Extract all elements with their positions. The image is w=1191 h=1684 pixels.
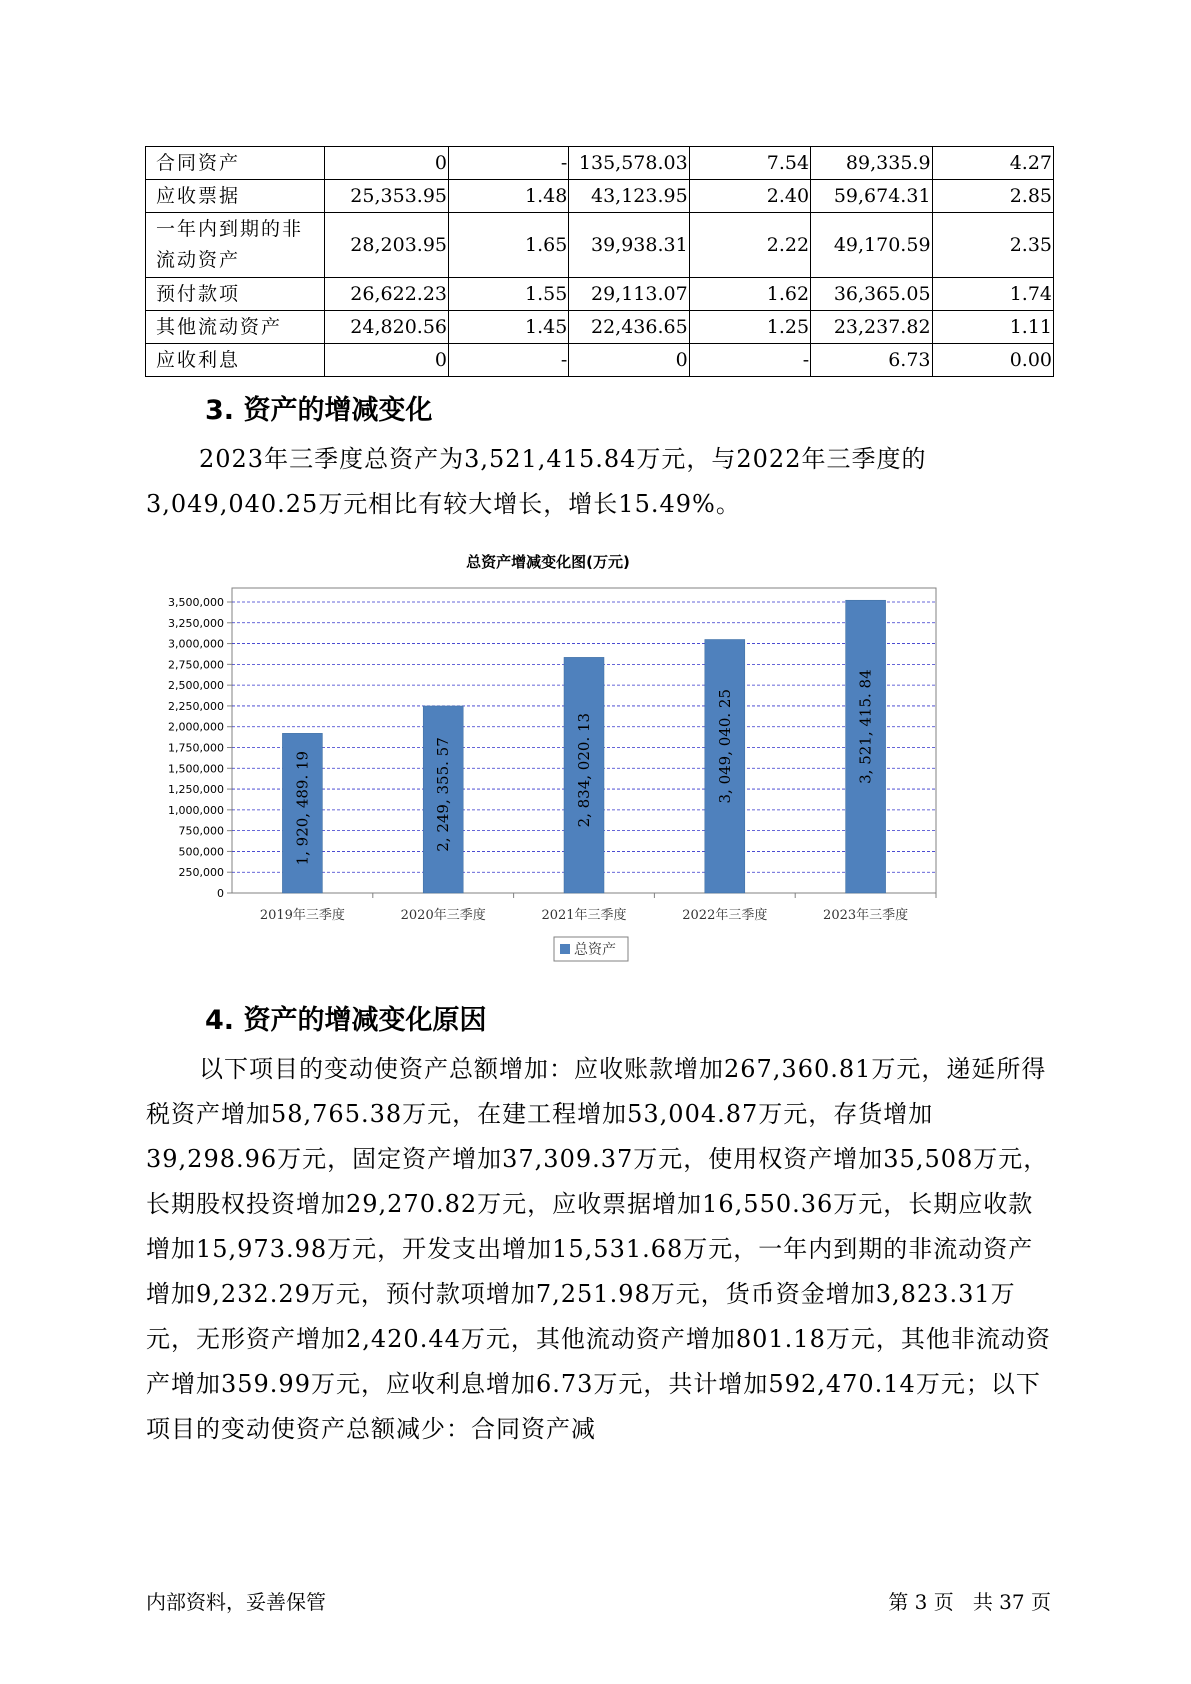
x-tick-label: 2021年三季度 [541, 908, 627, 923]
row-label: 合同资产 [146, 147, 325, 180]
row-value: - [449, 147, 569, 180]
y-tick-label: 3,000,000 [168, 637, 224, 651]
y-tick-label: 1,250,000 [168, 783, 224, 797]
row-value: 7.54 [689, 147, 810, 180]
row-value: 1.62 [689, 278, 810, 311]
bar-data-label: 2, 249, 355. 57 [434, 737, 453, 852]
row-value: 2.35 [932, 213, 1053, 278]
y-tick-label: 1,500,000 [168, 762, 224, 776]
y-tick-label: 3,250,000 [168, 616, 224, 630]
bar-data-label: 3, 521, 415. 84 [856, 669, 875, 784]
row-value: 6.73 [811, 344, 932, 377]
row-value: 0 [325, 344, 449, 377]
legend-swatch [560, 944, 570, 954]
y-tick-label: 1,000,000 [168, 803, 224, 817]
row-value: 2.22 [689, 213, 810, 278]
total-assets-chart [140, 553, 960, 980]
footer-confidential: 内部资料，妥善保管 [146, 1590, 326, 1614]
row-value: 0 [325, 147, 449, 180]
row-value: 49,170.59 [811, 213, 932, 278]
bar-data-label: 1, 920, 489. 19 [293, 750, 312, 866]
row-value: 2.85 [932, 180, 1053, 213]
bar-data-label: 3, 049, 040. 25 [715, 688, 734, 804]
row-value: 28,203.95 [325, 213, 449, 278]
row-value: 39,938.31 [569, 213, 689, 278]
row-value: 4.27 [932, 147, 1053, 180]
table-row [146, 311, 1054, 344]
row-value: 43,123.95 [569, 180, 689, 213]
section-3-paragraph: 2023年三季度总资产为3,521,415.84万元，与2022年三季度的3,049,040.25万元相比有较大增长，增长15.49%。 [146, 445, 927, 518]
row-value: 1.11 [932, 311, 1053, 344]
section-4-paragraph: 以下项目的变动使资产总额增加：应收账款增加267,360.81万元，递延所得税资产增加58,765.38万元，在建工程增加53,004.87万元，存货增加39,298.96万元，固定资产增加37,309.37万元，使用权资产增加35,508万元，长期股权投资增加29,270.82万元，应收票据增加16,550.36万元，长期应收款增加15,973.98万元，开发支出增加15,531.68万元，一年内到期的非流动资产增加9,232.29万元，预付款项增加7,251.98万元，货币资金增加3,823.31万元，无形资产增加2,420.44万元，其他流动资产增加801.18万元，其他非流动资产增加359.99万元，应收利息增加6.73万元，共计增加592,470.14万元；以下项目的变动使资产总额减少：合同资产减 [146, 1055, 1051, 1443]
y-tick-label: 3,500,000 [168, 596, 224, 609]
bar-data-label: 2, 834, 020. 13 [575, 712, 593, 828]
row-label: 应收利息 [146, 344, 325, 377]
row-value: 0 [569, 344, 689, 377]
y-tick-label: 0 [217, 887, 224, 900]
x-tick-label: 2019年三季度 [259, 908, 345, 923]
y-tick-label: 500,000 [178, 845, 224, 859]
row-value: 135,578.03 [569, 147, 689, 180]
y-tick-label: 250,000 [178, 866, 224, 880]
row-value: 23,237.82 [811, 311, 932, 344]
x-tick-label: 2022年三季度 [682, 908, 768, 923]
table-row [146, 213, 1054, 278]
row-label: 一年内到期的非流动资产 [146, 213, 325, 278]
chart-title: 总资产增减变化图(万元) [466, 553, 630, 571]
row-label: 应收票据 [146, 180, 325, 213]
row-value: 1.65 [449, 213, 569, 278]
row-value: 1.55 [449, 278, 569, 311]
asset-table [145, 146, 1054, 377]
x-tick-label: 2023年三季度 [823, 908, 909, 923]
table-row [146, 344, 1054, 377]
y-tick-label: 2,500,000 [168, 679, 224, 693]
row-value: - [449, 344, 569, 377]
y-tick-label: 1,750,000 [168, 741, 224, 755]
row-value: 26,622.23 [325, 278, 449, 311]
row-value: 25,353.95 [325, 180, 449, 213]
row-value: 89,335.9 [811, 147, 932, 180]
table-row [146, 278, 1054, 311]
row-value: 59,674.31 [811, 180, 932, 213]
row-value: 1.48 [449, 180, 569, 213]
row-value: 24,820.56 [325, 311, 449, 344]
section-3-heading: 3. 资产的增减变化 [205, 395, 433, 426]
row-value: 1.45 [449, 311, 569, 344]
table-row [146, 180, 1054, 213]
row-value: 1.25 [689, 311, 810, 344]
row-label: 预付款项 [146, 278, 325, 311]
section-4-heading: 4. 资产的增减变化原因 [205, 1005, 487, 1036]
row-value: 22,436.65 [569, 311, 689, 344]
x-tick-label: 2020年三季度 [400, 908, 486, 923]
y-tick-label: 2,000,000 [168, 720, 224, 734]
row-value: 1.74 [932, 278, 1053, 311]
row-value: - [689, 344, 810, 377]
legend-label: 总资产 [574, 942, 616, 958]
footer-page-number: 第 3 页 共 37 页 [888, 1590, 1051, 1614]
row-value: 29,113.07 [569, 278, 689, 311]
row-value: 0.00 [932, 344, 1053, 377]
y-tick-label: 750,000 [178, 824, 224, 838]
row-value: 2.40 [689, 180, 810, 213]
y-tick-label: 2,250,000 [168, 699, 224, 713]
row-label: 其他流动资产 [146, 311, 325, 344]
row-value: 36,365.05 [811, 278, 932, 311]
table-row [146, 147, 1054, 180]
y-tick-label: 2,750,000 [168, 658, 224, 672]
